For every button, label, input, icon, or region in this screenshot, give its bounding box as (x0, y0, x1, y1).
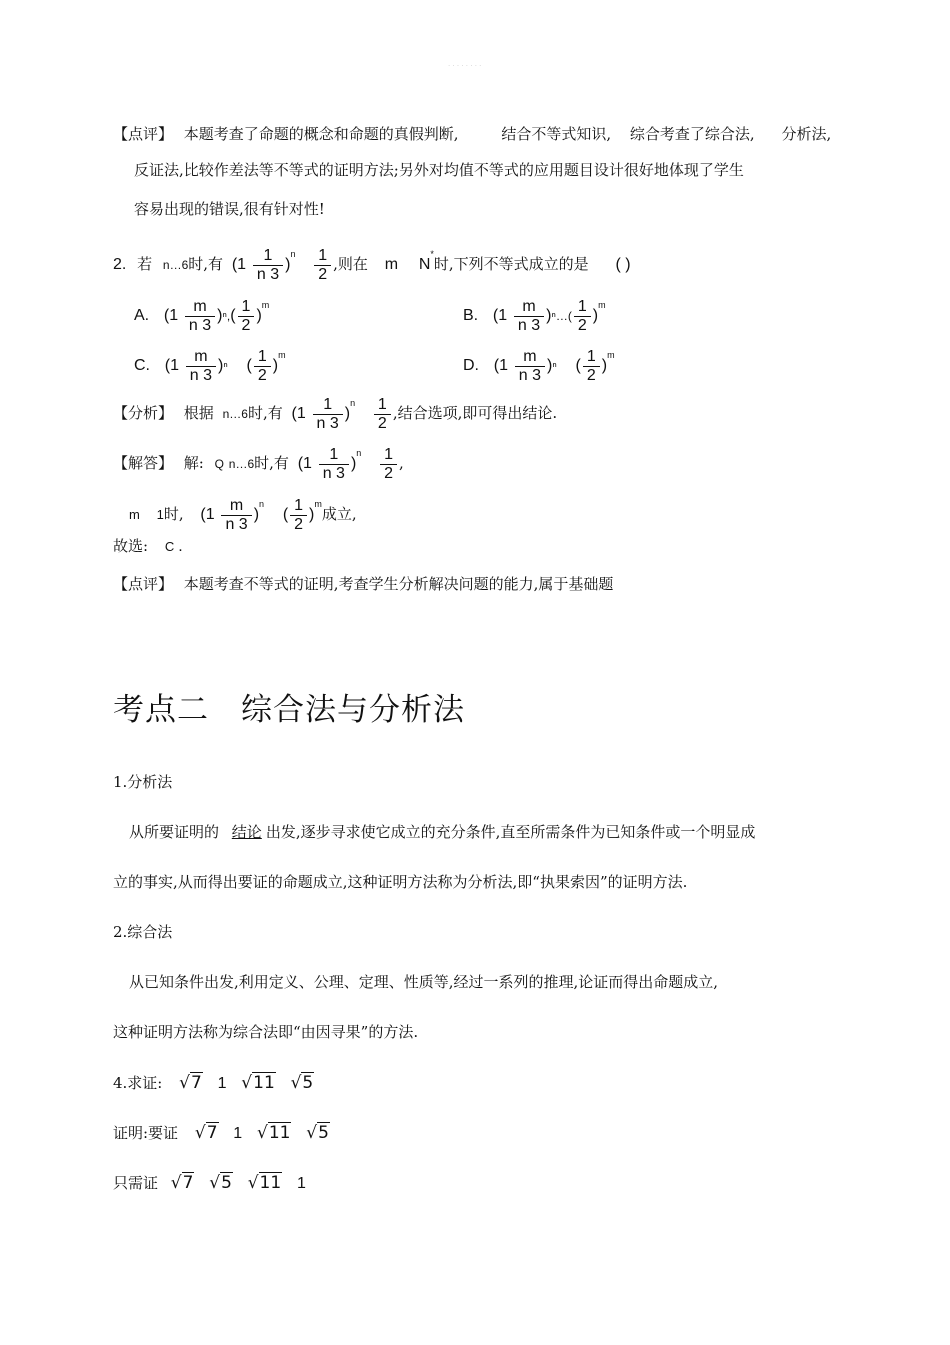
review-1-part-1: 本题考查了命题的概念和命题的真假判断, (183, 125, 459, 143)
need-line: 只需证 √7 √5 √11 1 (113, 1173, 306, 1193)
answer-tag: 【解答】 (113, 454, 174, 472)
sqrt-11: √11 (241, 1073, 275, 1093)
option-a-fraction: $\frac{m}{n 3}$ (185, 298, 215, 335)
q2-N: N (418, 256, 431, 273)
problem-4: 4.求证: √7 1 √11 √5 (113, 1073, 314, 1093)
q2-number: 2. (113, 256, 127, 273)
section-heading: 考点二 综合法与分析法 (113, 692, 465, 728)
answer-line-2-fraction: $\frac{m}{n 3}$ (221, 497, 251, 534)
q2-paren: (1 (231, 256, 247, 273)
answer-line-2-half: $\frac{1}{2}$ (290, 497, 307, 534)
q2-blank: ( ) (615, 256, 631, 273)
review-1-part-3: 综合考查了综合法, (629, 125, 755, 143)
option-c-fraction: $\frac{m}{n 3}$ (186, 348, 216, 385)
q2-time-have: 时,有 (188, 255, 224, 273)
proof-sqrt-11: √11 (256, 1123, 291, 1143)
option-c-half: $\frac{1}{2}$ (254, 348, 271, 385)
review-1-part-2: 结合不等式知识, (501, 125, 612, 143)
review-1-part-4: 分析法, (781, 125, 832, 143)
q2-tail: 时,下列不等式成立的是 (433, 255, 589, 273)
q2-then-in: ,则在 (333, 255, 368, 273)
q2-if: 若 (137, 255, 153, 273)
q2-exp-n: n (290, 249, 296, 259)
answer-line-1: 【解答】 解: Q n…6时,有 (1 $\frac{1}{n 3}$ )$^n$ $\frac{1}{2}$ , (113, 445, 404, 482)
analysis-fraction: $\frac{1}{n 3}$ (313, 396, 343, 433)
option-c: C. (1 $\frac{m}{n 3}$ )ⁿ ( $\frac{1}{2}$ )$^m$ (134, 347, 286, 384)
q2-star: * (430, 249, 434, 259)
answer-fraction: $\frac{1}{n 3}$ (319, 446, 349, 483)
analysis: 【分析】 根据 n…6时,有 (1 $\frac{1}{n 3}$ )$^n$ $\frac{1}{2}$ ,结合选项,即可得出结论. (113, 395, 558, 432)
review-1-line-3: 容易出现的错误,很有针对性! (134, 200, 325, 218)
question-2: 2. 若 n…6时,有 (1 $\frac{1}{n 3}$ )$^n$ $\frac{1}{2}$ ,则在 m N*时,下列不等式成立的是 ( ) (113, 246, 631, 283)
option-b-fraction: $\frac{m}{n 3}$ (514, 298, 544, 335)
analysis-half: $\frac{1}{2}$ (374, 396, 391, 433)
review-1-line-1 (113, 124, 831, 144)
option-d-half: $\frac{1}{2}$ (583, 348, 600, 385)
section-2-paragraph-2: 这种证明方法称为综合法即“由因寻果”的方法. (113, 1023, 419, 1041)
option-b-half: $\frac{1}{2}$ (574, 298, 591, 335)
section-1-paragraph-2: 立的事实,从而得出要证的命题成立,这种证明方法称为分析法,即“执果索因”的证明方法. (113, 873, 688, 891)
option-a: A. (1 $\frac{m}{n 3}$ )ⁿ,( $\frac{1}{2}$ )$^m$ (134, 297, 270, 334)
option-b: B. (1 $\frac{m}{n 3}$ )ⁿ…( $\frac{1}{2}$ )$^m$ (463, 297, 606, 334)
q2-m: m (384, 256, 399, 273)
answer-line-2: m 1时, (1 $\frac{m}{n 3}$ )$^n$ ( $\frac{1}{2}$ )$^m$成立, (129, 496, 357, 533)
section-1-title: 1.分析法 (113, 773, 173, 791)
keyword-conclusion: 结论 (231, 823, 262, 841)
section-1-paragraph-1: 从所要证明的 结论 出发,逐步寻求使它成立的充分条件,直至所需条件为已知条件或一个明显成 (129, 823, 756, 841)
review-tag: 【点评】 (113, 125, 174, 143)
sqrt-7: √7 (179, 1073, 202, 1093)
analysis-tag: 【分析】 (113, 404, 174, 422)
q2-fraction-2: $\frac{1}{2}$ (314, 247, 331, 284)
answer-choice: 故选: C . (113, 537, 183, 555)
proof-line: 证明:要证 √7 1 √11 √5 (113, 1123, 329, 1143)
need-sqrt-5: √5 (209, 1173, 232, 1193)
option-d: D. (1 $\frac{m}{n 3}$ )ⁿ ( $\frac{1}{2}$ )$^m$ (463, 347, 615, 384)
answer-half: $\frac{1}{2}$ (380, 446, 397, 483)
proof-sqrt-5: √5 (306, 1123, 329, 1143)
header-watermark: · · · · · · · · (448, 62, 482, 70)
need-sqrt-7: √7 (170, 1173, 194, 1193)
proof-sqrt-7: √7 (194, 1123, 218, 1143)
section-2-paragraph-1: 从已知条件出发,利用定义、公理、定理、性质等,经过一系列的推理,论证而得出命题成立, (129, 973, 719, 991)
option-d-fraction: $\frac{m}{n 3}$ (515, 348, 545, 385)
option-a-half: $\frac{1}{2}$ (238, 298, 255, 335)
section-2-title: 2.综合法 (113, 923, 173, 941)
review-2: 【点评】 本题考查不等式的证明,考查学生分析解决问题的能力,属于基础题 (113, 575, 614, 593)
q2-condition: n…6 (162, 258, 189, 272)
q2-fraction-1: $\frac{1}{n 3}$ (253, 247, 283, 284)
need-sqrt-11: √11 (247, 1173, 282, 1193)
review-2-tag: 【点评】 (113, 575, 174, 593)
review-1-line-2: 反证法,比较作差法等不等式的证明方法;另外对均值不等式的应用题目设计很好地体现了学生 (134, 161, 744, 179)
sqrt-5: √5 (290, 1073, 314, 1093)
